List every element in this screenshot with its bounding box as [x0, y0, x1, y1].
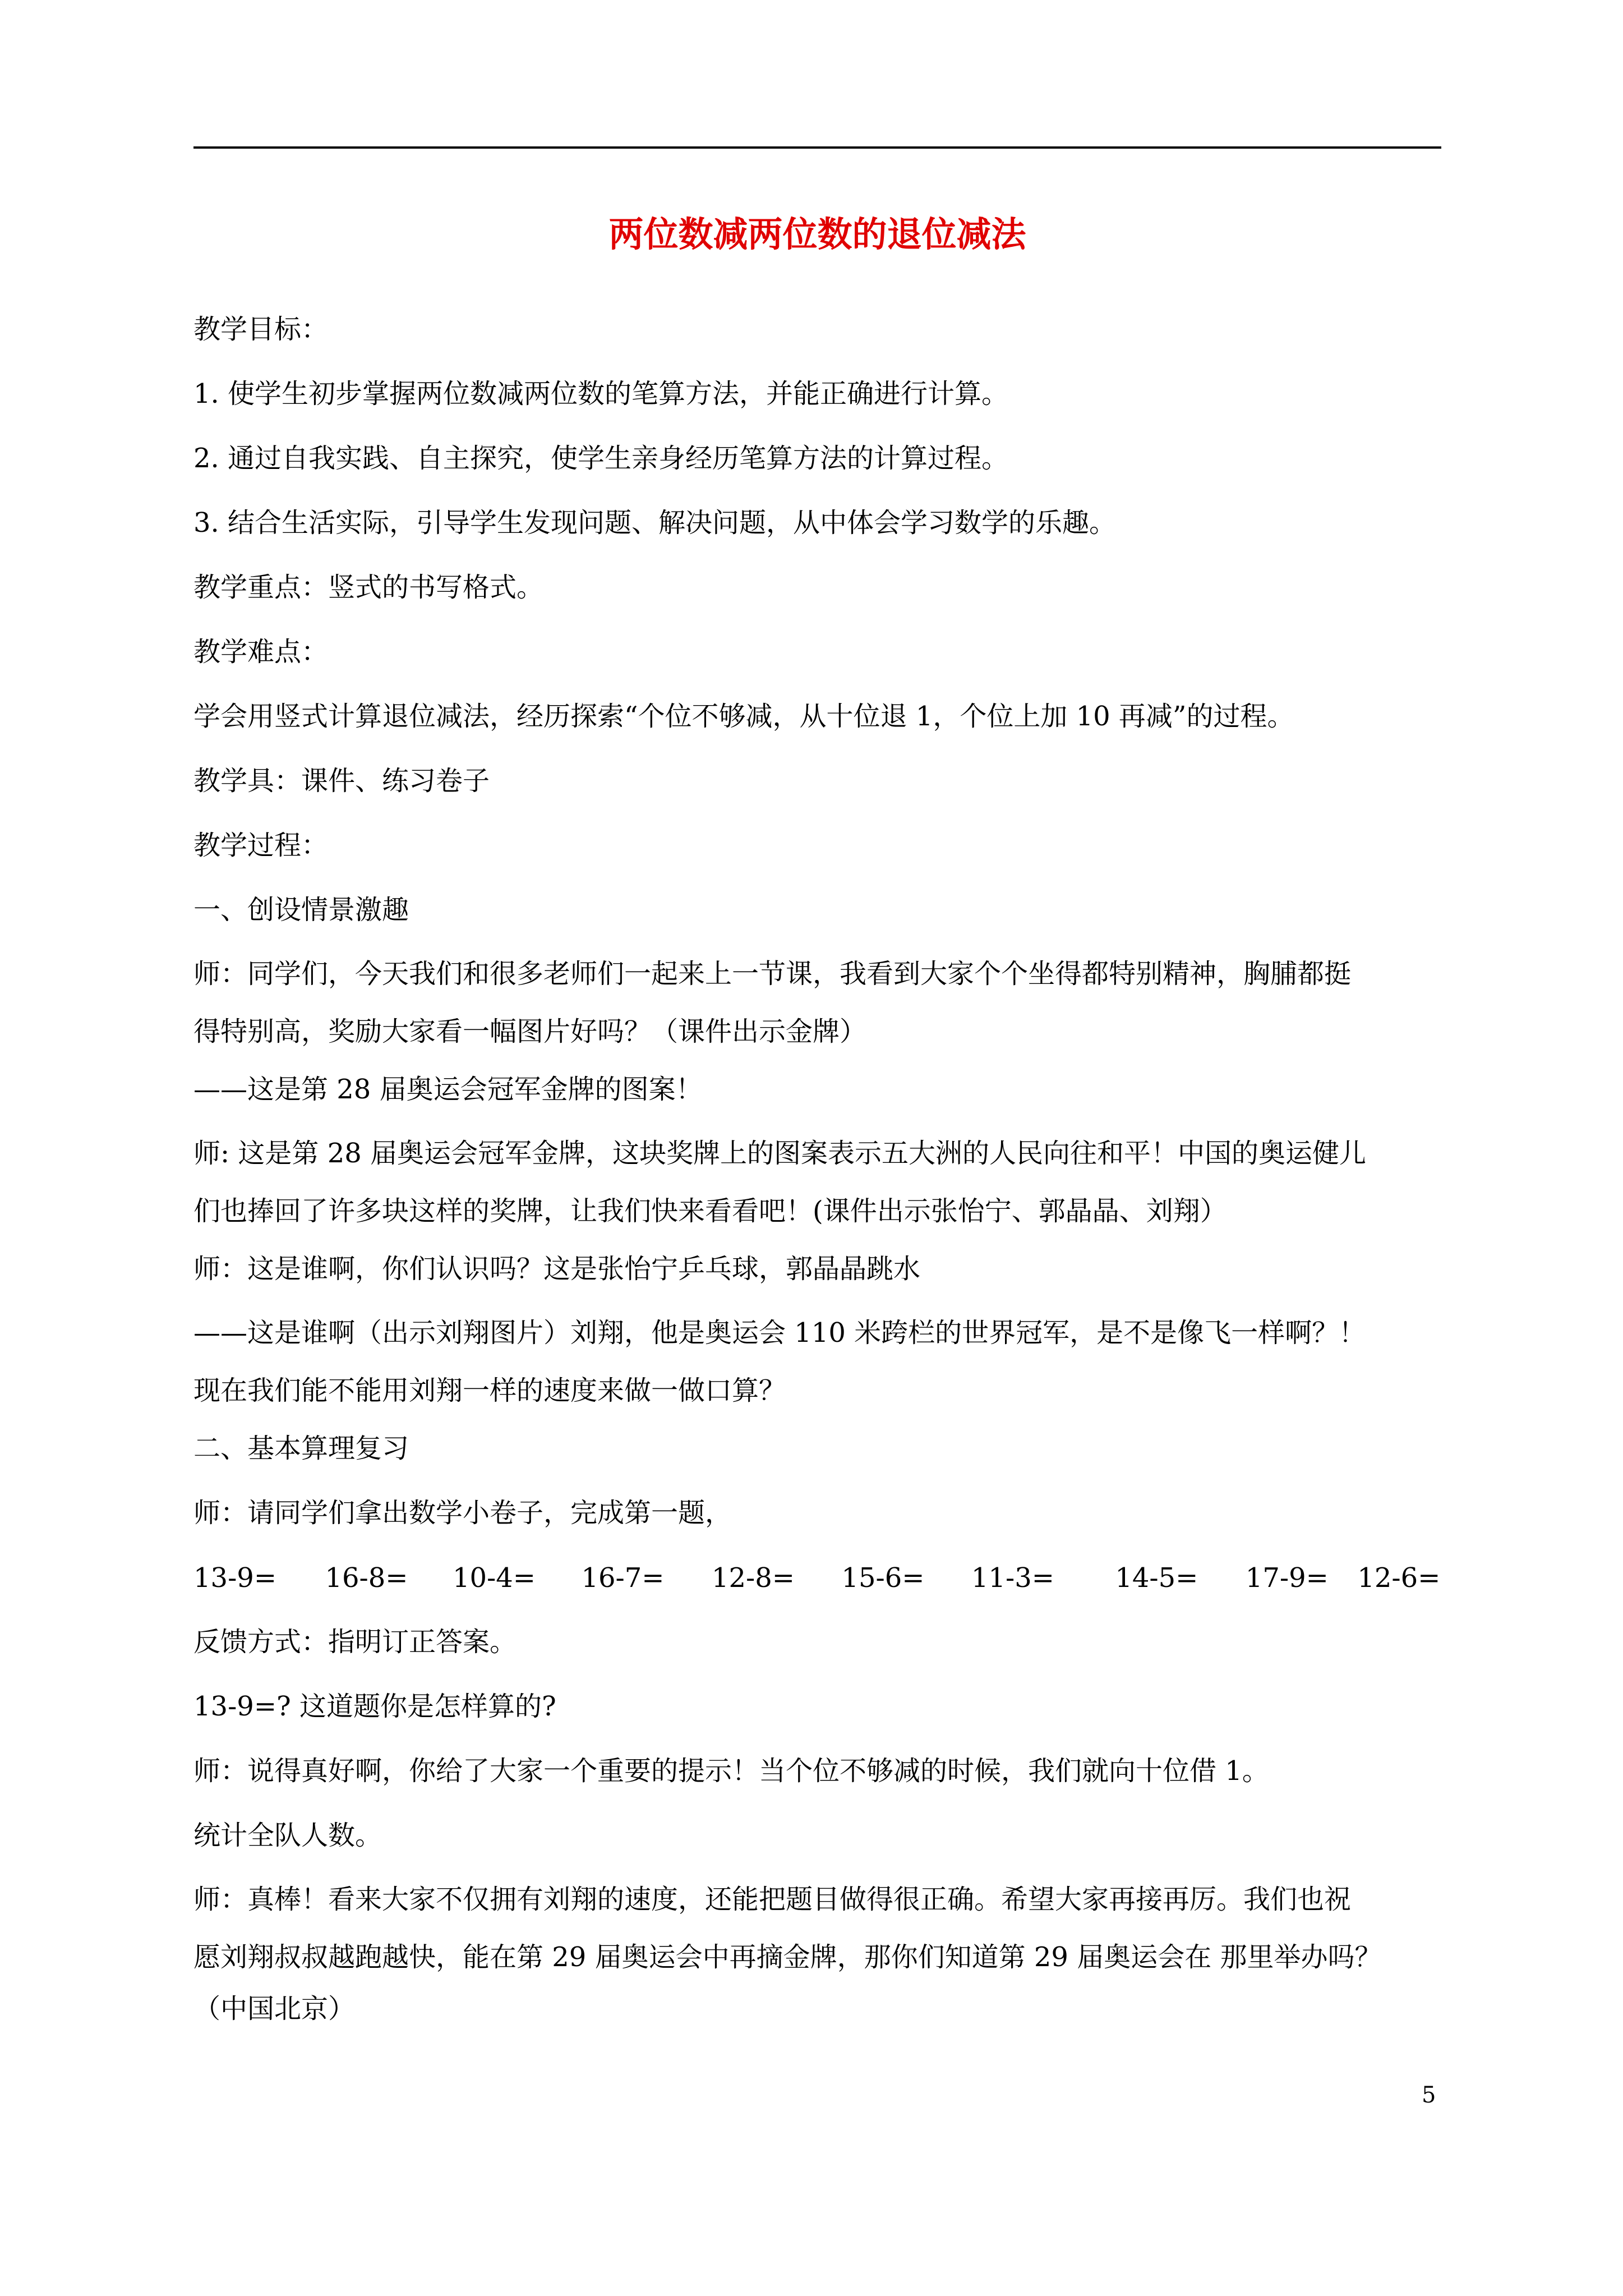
document-body: [193, 297, 1441, 2035]
text-line: 反馈方式：指明订正答案。: [193, 1626, 517, 1658]
exercise-item: 17-9=: [1245, 1562, 1329, 1594]
text-line: 师：真棒！看来大家不仅拥有刘翔的速度，还能把题目做得很正确。希望大家再接再厉。我们也祝: [193, 1884, 1352, 1915]
text-line: 教学重点：竖式的书写格式。: [193, 572, 544, 603]
text-line: 一、创设情景激趣: [193, 894, 409, 926]
text-line: 二、基本算理复习: [193, 1433, 409, 1464]
text-line: 师：这是谁啊，你们认识吗？这是张怡宁乒乓球，郭晶晶跳水: [193, 1253, 921, 1285]
text-line: 师：请同学们拿出数学小卷子，完成第一题，: [193, 1497, 732, 1529]
text-line: （中国北京）: [193, 1993, 356, 2024]
text-line: 学会用竖式计算退位减法，经历探索“个位不够减，从十位退 1，个位上加 10 再减”的过程。: [193, 701, 1294, 732]
exercise-item: 14-5=: [1115, 1562, 1198, 1594]
text-line: 教学目标：: [193, 314, 329, 345]
text-line: 教学难点：: [193, 636, 329, 668]
text-line: 现在我们能不能用刘翔一样的速度来做一做口算？: [193, 1375, 786, 1406]
exercise-item: 11-3=: [971, 1562, 1054, 1594]
header-rule: [193, 146, 1441, 149]
exercise-item: 16-8=: [325, 1562, 408, 1594]
exercise-item: 10-4=: [452, 1562, 536, 1594]
text-line: 1. 使学生初步掌握两位数减两位数的笔算方法，并能正确进行计算。: [193, 378, 1009, 409]
text-line: 3. 结合生活实际，引导学生发现问题、解决问题，从中体会学习数学的乐趣。: [193, 507, 1117, 539]
text-line: 们也捧回了许多块这样的奖牌，让我们快来看看吧！(课件出示张怡宁、郭晶晶、刘翔）: [193, 1195, 1227, 1227]
text-line: 师：同学们，今天我们和很多老师们一起来上一节课，我看到大家个个坐得都特别精神，胸脯都挺: [193, 958, 1352, 990]
text-line: 2. 通过自我实践、自主探究，使学生亲身经历笔算方法的计算过程。: [193, 443, 1009, 474]
text-line: ——这是谁啊（出示刘翔图片）刘翔，他是奥运会 110 米跨栏的世界冠军，是不是像飞一样啊？！: [193, 1317, 1366, 1349]
text-line: 愿刘翔叔叔越跑越快，能在第 29 届奥运会中再摘金牌，那你们知道第 29 届奥运会在 那里举办吗？: [193, 1941, 1382, 1973]
text-line: 教学具：课件、练习卷子: [193, 765, 490, 797]
exercise-item: 15-6=: [841, 1562, 925, 1594]
page-number: 5: [1422, 2082, 1436, 2108]
text-line: ——这是第 28 届奥运会冠军金牌的图案！: [193, 1074, 703, 1105]
text-line: 教学过程：: [193, 830, 329, 861]
text-line: 师: 这是第 28 届奥运会冠军金牌，这块奖牌上的图案表示五大洲的人民向往和平！中国的奥运健儿: [193, 1138, 1367, 1169]
text-line: 得特别高，奖励大家看一幅图片好吗？（课件出示金牌）: [193, 1016, 867, 1047]
exercise-item: 12-8=: [711, 1562, 795, 1594]
text-line: 统计全队人数。: [193, 1820, 382, 1851]
exercise-item: 12-6=: [1357, 1562, 1441, 1594]
exercise-item: 13-9=: [193, 1562, 277, 1594]
text-line: 师：说得真好啊，你给了大家一个重要的提示！当个位不够减的时候，我们就向十位借 1。: [193, 1755, 1269, 1787]
oral-exercise-row: [193, 1545, 1441, 1610]
text-line: 13-9=? 这道题你是怎样算的?: [193, 1691, 556, 1722]
document-title: 两位数减两位数的退位减法: [608, 214, 1026, 255]
exercise-item: 16-7=: [581, 1562, 665, 1594]
